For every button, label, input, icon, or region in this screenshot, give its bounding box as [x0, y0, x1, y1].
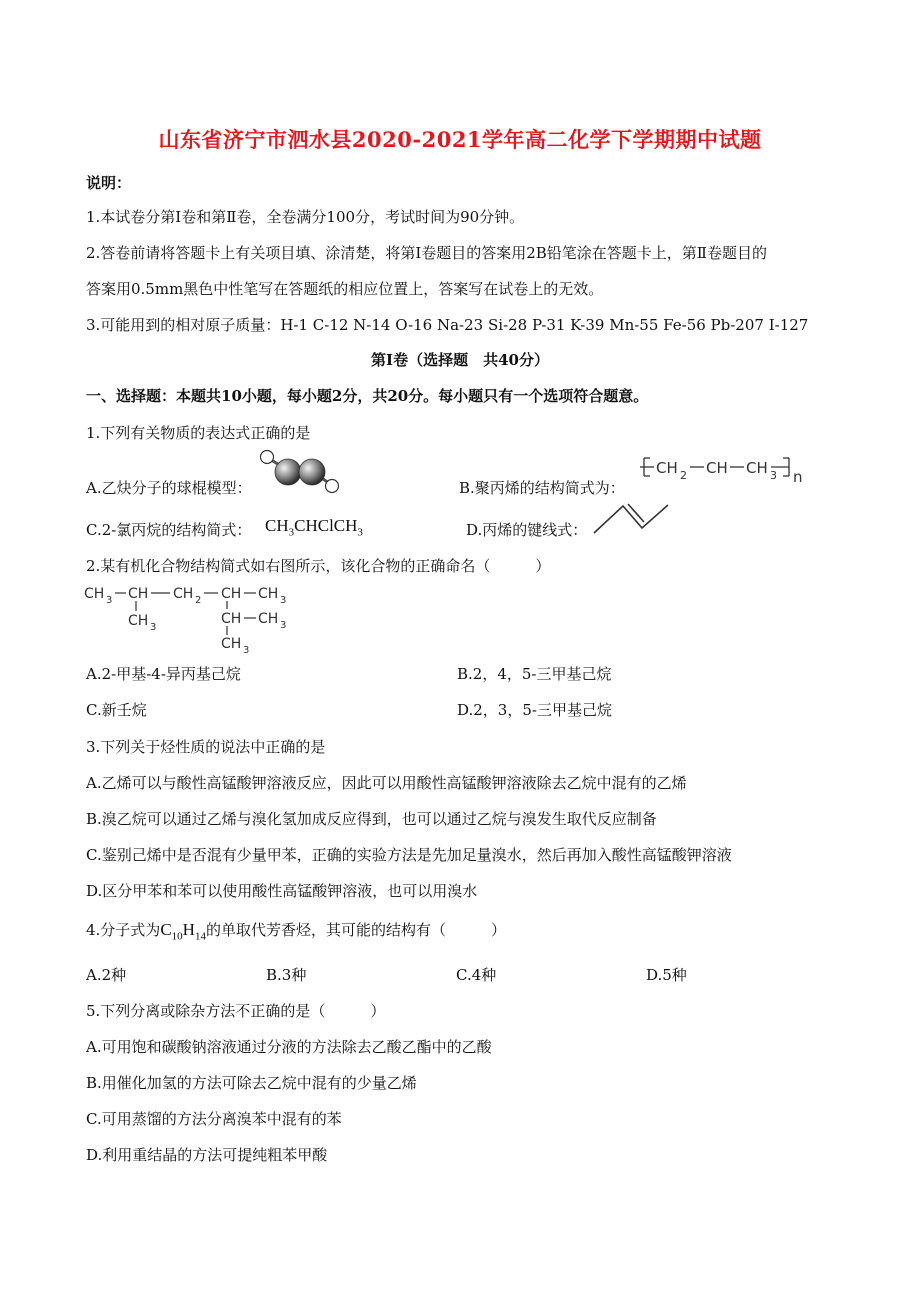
q2-option-c: C.新壬烷 — [86, 701, 147, 719]
polymer-ch3-text: CH — [746, 459, 768, 477]
note-1: 1.本试卷分第Ⅰ卷和第Ⅱ卷，全卷满分100分，考试时间为90分钟。 — [86, 208, 525, 226]
struct-sub: 3 — [150, 622, 157, 633]
struct-ch3-under: CH — [128, 613, 149, 629]
q1-option-b: B.聚丙烯的结构简式为： — [459, 479, 625, 497]
q1-option-c: C.2-氯丙烷的结构简式： — [86, 521, 252, 539]
q3-option-d: D.区分甲苯和苯可以使用酸性高锰酸钾溶液，也可以用溴水 — [86, 882, 478, 900]
struct-sub: 3 — [280, 595, 287, 606]
struct-sub: 3 — [280, 620, 287, 631]
struct-ch3-right: CH — [258, 586, 279, 602]
struct-ch-2: CH — [221, 586, 242, 602]
q1-c-formula — [265, 516, 363, 538]
polymer-ch2-text: CH — [656, 459, 678, 477]
polymer-sub3: 3 — [770, 469, 777, 482]
struct-ch3-bottom: CH — [221, 636, 242, 652]
q2-option-b: B.2，4，5-三甲基己烷 — [457, 665, 612, 683]
formula-sub: 14 — [194, 930, 206, 943]
q3-option-b: B.溴乙烷可以通过乙烯与溴化氢加成反应得到，也可以通过乙烷与溴发生取代反应制备 — [86, 810, 657, 828]
q4-stem-post: 的单取代芳香烃，其可能的结构有（ ） — [205, 921, 506, 939]
struct-sub: 3 — [106, 595, 113, 606]
q3-option-a: A.乙烯可以与酸性高锰酸钾溶液反应，因此可以用酸性高锰酸钾溶液除去乙烷中混有的乙烯 — [86, 774, 687, 792]
q3-option-c: C.鉴别己烯中是否混有少量甲苯，正确的实验方法是先加足量溴水，然后再加入酸性高锰酸钾溶液 — [86, 846, 732, 864]
note-2: 2.答卷前请将答题卡上有关项目填、涂清楚，将第Ⅰ卷题目的答案用2B铅笔涂在答题卡上，第Ⅱ卷题目的 — [86, 244, 768, 262]
note-3: 3.可能用到的相对原子质量：H-1 C-12 N-14 O-16 Na-23 Si-28 P-31 K-39 Mn-55 Fe-56 Pb-207 I-127 — [86, 316, 809, 334]
struct-ch-3: CH — [221, 611, 242, 627]
q2-option-a: A.2-甲基-4-异丙基己烷 — [86, 665, 241, 683]
q1-option-a: A.乙炔分子的球棍模型： — [86, 479, 252, 497]
struct-sub: 2 — [195, 595, 202, 606]
q5-stem: 5.下列分离或除杂方法不正确的是（ ） — [86, 1002, 386, 1020]
formula-part: CH — [265, 516, 289, 535]
carbon-atom-1 — [275, 459, 301, 485]
q5-option-d: D.利用重结晶的方法可提纯粗苯甲酸 — [86, 1146, 328, 1164]
notes-heading: 说明： — [86, 174, 132, 192]
q2-option-d: D.2，3，5-三甲基己烷 — [457, 701, 612, 719]
page-title: 山东省济宁市泗水县2020-2021学年高二化学下学期期中试题 — [158, 127, 762, 152]
q4-formula — [160, 920, 206, 943]
formula-sub: 3 — [288, 526, 295, 539]
q3-stem: 3.下列关于烃性质的说法中正确的是 — [86, 738, 326, 756]
q4-stem — [86, 919, 506, 942]
note-2-cont: 答案用0.5mm黑色中性笔写在答题纸的相应位置上，答案写在试卷上的无效。 — [86, 280, 604, 298]
struct-ch2: CH — [173, 586, 194, 602]
hydrogen-atom-2 — [326, 480, 339, 493]
q4-option-b: B.3种 — [266, 966, 307, 984]
q4-option-d: D.5种 — [646, 966, 687, 984]
section-subtitle: 一、选择题：本题共10小题，每小题2分，共20分。每小题只有一个选项符合题意。 — [86, 387, 649, 405]
section-title: 第Ⅰ卷（选择题 共40分） — [371, 351, 549, 369]
polymer-n-text: n — [793, 468, 803, 486]
struct-ch-1: CH — [128, 586, 149, 602]
q5-option-a: A.可用饱和碳酸钠溶液通过分液的方法除去乙酸乙酯中的乙酸 — [86, 1038, 492, 1056]
formula-part: H — [182, 920, 195, 939]
q4-stem-pre: 4.分子式为 — [86, 921, 161, 939]
q2-stem: 2.某有机化合物结构简式如右图所示，该化合物的正确命名（ ） — [86, 557, 551, 575]
hydrogen-atom-1 — [261, 451, 274, 464]
q1-option-d: D.丙烯的键线式： — [466, 521, 588, 539]
q1-stem: 1.下列有关物质的表达式正确的是 — [86, 424, 311, 442]
polymer-ch-text: CH — [706, 459, 728, 477]
ball-stick-model-image — [256, 449, 342, 495]
formula-sub: 3 — [357, 526, 363, 539]
formula-part: CHClCH — [294, 516, 358, 535]
formula-sub: 10 — [171, 930, 183, 943]
propene-skeletal-formula — [590, 497, 676, 539]
struct-ch3-left: CH — [84, 586, 105, 602]
formula-part: C — [160, 920, 172, 939]
polypropylene-structure — [640, 452, 810, 492]
struct-sub: 3 — [243, 645, 250, 654]
q5-option-b: B.用催化加氢的方法可除去乙烷中混有的少量乙烯 — [86, 1074, 417, 1092]
polymer-sub2: 2 — [680, 469, 687, 482]
struct-ch3-right2: CH — [258, 611, 279, 627]
q2-structure-diagram — [84, 580, 304, 654]
q4-option-a: A.2种 — [86, 966, 127, 984]
q5-option-c: C.可用蒸馏的方法分离溴苯中混有的苯 — [86, 1110, 342, 1128]
carbon-atom-2 — [299, 459, 325, 485]
q4-option-c: C.4种 — [456, 966, 497, 984]
